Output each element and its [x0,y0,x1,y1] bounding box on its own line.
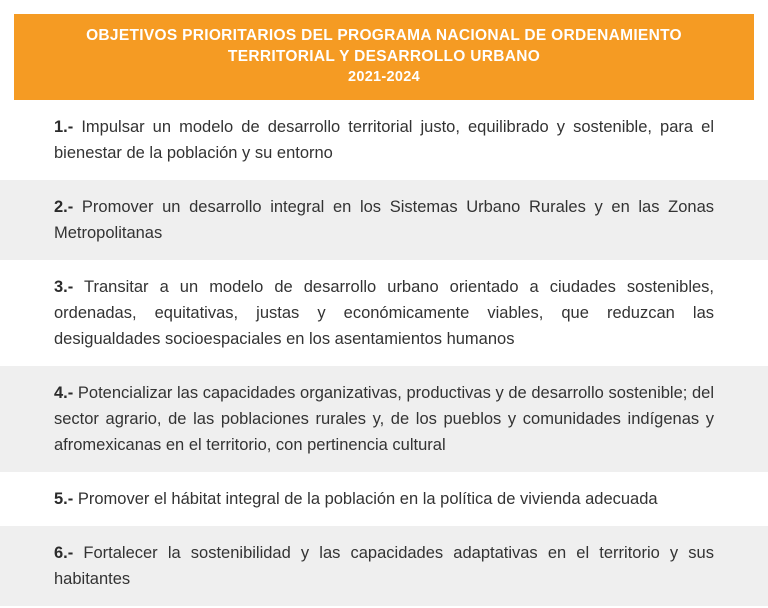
objective-item-2 [0,180,768,260]
objective-text-3: Transitar a un modelo de desarrollo urbano orientado a ciudades sostenibles, ordenadas, equitativas, justas y económicamente viables, que reduzcan las desigualdades socioespaciales en los asentamientos humanos [54,278,714,348]
slide [0,14,768,608]
objective-number-5: 5.- [54,490,74,508]
objectives-list [0,100,768,606]
title-line-3: 2021-2024 [347,69,421,85]
title-line-1: OBJETIVOS PRIORITARIOS DEL PROGRAMA NACIONAL DE ORDENAMIENTO [86,27,682,44]
objective-text-1: Impulsar un modelo de desarrollo territorial justo, equilibrado y sostenible, para el bienestar de la población y su entorno [54,118,714,162]
objective-text-6: Fortalecer la sostenibilidad y las capacidades adaptativas en el territorio y sus habitantes [54,544,714,588]
objective-number-1: 1.- [54,118,74,136]
objective-item-3 [0,260,768,366]
objective-number-4: 4.- [54,384,74,402]
objective-item-5 [0,472,768,526]
title-banner [14,14,754,100]
objective-item-1 [0,100,768,180]
title-line-2: TERRITORIAL Y DESARROLLO URBANO [227,48,541,65]
objective-item-6 [0,526,768,606]
objective-number-6: 6.- [54,544,74,562]
objective-number-3: 3.- [54,278,74,296]
objective-text-5: Promover el hábitat integral de la población en la política de vivienda adecuada [77,490,658,508]
objective-text-2: Promover un desarrollo integral en los Sistemas Urbano Rurales y en las Zonas Metropolitanas [54,198,714,242]
objective-text-4: Potencializar las capacidades organizativas, productivas y de desarrollo sostenible; del sector agrario, de las poblaciones rurales y, de los pueblos y comunidades indígenas y afromexicanas en el territorio, con pertinencia cultural [54,384,714,454]
objective-item-4 [0,366,768,472]
objective-number-2: 2.- [54,198,74,216]
